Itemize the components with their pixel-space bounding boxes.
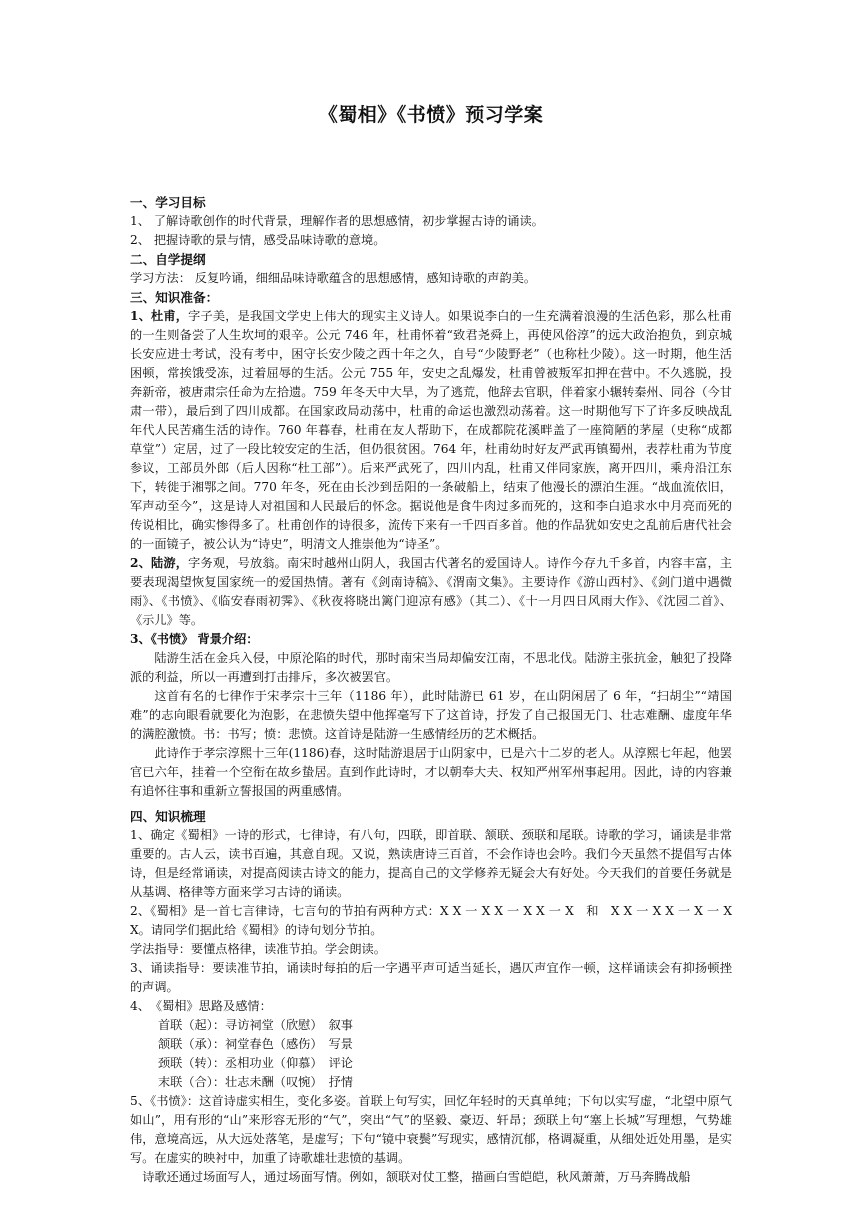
section-heading: 一、学习目标: [130, 195, 206, 210]
section-heading: 二、自学提纲: [130, 252, 206, 267]
dufu-paragraph: [130, 307, 732, 554]
method-guide: 学法指导：要懂点格律，读准节拍。学会朗读。: [130, 942, 386, 956]
page-title: 《蜀相》《书愤》预习学案: [318, 104, 544, 126]
review-paragraph: 3、诵读指导：要读准节拍，诵读时每拍的后一字遇平声可适当延长，遇仄声宜作一顿，这样诵读会有抑扬顿挫的声调。: [130, 961, 732, 994]
dufu-label: 1、杜甫，: [130, 309, 189, 323]
section-self-study: [130, 250, 732, 288]
goal-item: 1、 了解诗歌创作的时代背景，理解作者的思想感情，初步掌握古诗的诵读。: [130, 214, 544, 228]
review-paragraph: 5、《书愤》：这首诗虚实相生，变化多姿。首联上句写实，回忆年轻时的天真单纯；下句以实写虚，“北望中原气如山”，用有形的“山”来形容无形的“气”，突出“气”的坚毅、豪迈、轩昂；颈联上句“塞上长城”写理想，气势雄伟，意境高远，从大远处落笔，是虚写；下句“镜中衰鬓”写现实，感情沉郁，格调凝重，从细处近处用墨，是实写。在虚实的映衬中，加重了诗歌雄壮悲愤的基调。: [130, 1094, 732, 1165]
section-knowledge-review: [130, 807, 732, 1187]
review-paragraph: 4、 《蜀相》思路及感情：: [130, 999, 272, 1013]
review-paragraph: 诗歌还通过场面写人，通过场面写情。例如，颔联对仗工整，描画白雪皑皑，秋风萧萧，万马奔腾战船: [142, 1170, 691, 1184]
document-page: [130, 100, 732, 1187]
study-method: 学习方法： 反复吟诵，细细品味诗歌蕴含的思想感情，感知诗歌的声韵美。: [130, 271, 537, 285]
luyou-text: 字务观，号放翁。南宋时越州山阴人，我国古代著名的爱国诗人。诗作今存九千多首，内容丰富，主要表现渴望恢复国家统一的爱国热情。著有《剑南诗稿》、《渭南文集》。主要诗作《游山西村》、《剑门道中遇微雨》、《书愤》、《临安春雨初霁》、《秋夜将晓出篱门迎凉有感》（其二）、《十一月四日风雨大作》、《沈园二首》、《示儿》等。: [130, 556, 733, 627]
structure-line: 首联（起）：寻访祠堂（欣慰） 叙事: [158, 1018, 353, 1032]
luyou-label: 2、陆游，: [130, 556, 189, 570]
section-knowledge-prep: [130, 288, 732, 801]
review-paragraph: 1、确定《蜀相》一诗的形式，七律诗，有八句，四联，即首联、颔联、颈联和尾联。诗歌的学习，诵读是非常重要的。古人云，读书百遍，其意自现。又说，熟读唐诗三百首，不会作诗也会吟。我们今天虽然不提倡写古体诗，但是经常诵读，对提高阅读古诗文的能力，提高自己的文学修养无疑会大有好处。今天我们的首要任务就是从基调、格律等方面来学习古诗的诵读。: [130, 828, 732, 899]
background-paragraph: 陆游生活在金兵入侵，中原沦陷的时代，那时南宋当局却偏安江南，不思北伐。陆游主张抗金，触犯了投降派的利益，所以一再遭到打击排斥，多次被罢官。: [130, 651, 732, 684]
background-paragraph: 这首有名的七律作于宋孝宗十三年（1186 年），此时陆游已 61 岁，在山阴闲居了 6 年，“扫胡尘”“靖国难”的志向眼看就要化为泡影，在悲愤失望中他挥毫写下了这首诗，抒发了自己报国无门、壮志难酬、虚度年华的满腔激愤。书：书写；愤：悲愤。这首诗是陆游一生感情经历的艺术概括。: [130, 689, 732, 741]
structure-line: 颔联（承）：祠堂春色（感伤） 写景: [158, 1037, 353, 1051]
background-paragraph: 此诗作于孝宗淳熙十三年(1186)春，这时陆游退居于山阴家中，已是六十二岁的老人。从淳熙七年起，他罢官已六年，挂着一个空衔在故乡蛰居。直到作此诗时，才以朝奉大夫、权知严州军州事起用。因此，诗的内容兼有追怀往事和重新立誓报国的两重感情。: [130, 746, 732, 798]
dufu-text: 字子美，是我国文学史上伟大的现实主义诗人。如果说李白的一生充满着浪漫的生活色彩，那么杜甫的一生则备尝了人生坎坷的艰辛。公元 746 年，杜甫怀着“致君尧舜上，再使风俗淳”的远大政治抱负，到京城长安应进士考试，没有考中，困守长安少陵之西十年之久，自号“少陵野老”（也称杜少陵）。这一时期，他生活困顿，常挨饿受冻，过着屈辱的生活。公元 755 年，安史之乱爆发，杜甫曾被叛军扣押在营中。不久逃脱，投奔新帝，被唐肃宗任命为左拾遗。759 年冬天中大旱，为了逃荒，他辞去官职，伴着家小辗转秦州、同谷（今甘肃一带），最后到了四川成都。在国家政局动荡中，杜甫的命运也激烈动荡着。这一时期他写下了许多反映战乱年代人民苦痛生活的诗作。760 年暮春，杜甫在友人帮助下，在成都院花溪畔盖了一座简陋的茅屋（史称“成都草堂”）定居，过了一段比较安定的生活，但仍很贫困。764 年，杜甫幼时好友严武再镇蜀州，表荐杜甫为节度参议，工部员外郎（后人因称“杜工部”）。后来严武死了，四川内乱，杜甫又伴同家族，离开四川，乘舟沿江东下，转徙于湘鄂之间。770 年冬，死在由长沙到岳阳的一条破船上，结束了他漫长的漂泊生涯。“战血流依旧，军声动至今”，这是诗人对祖国和人民最后的怀念。据说他是食牛肉过多而死的，这和李白追求水中月亮而死的传说相比，确实惨得多了。杜甫创作的诗很多，流传下来有一千四百多首。他的作品犹如安史之乱前后唐代社会的一面镜子，被公认为“诗史”，明清文人推崇他为“诗圣”。: [130, 309, 733, 551]
background-heading: 3、《书愤》 背景介绍：: [130, 632, 259, 646]
section-heading: 四、知识梳理: [130, 809, 206, 824]
luyou-paragraph: [130, 554, 732, 630]
section-learning-goals: [130, 193, 732, 250]
review-paragraph: 2、《蜀相》是一首七言律诗，七言句的节拍有两种方式：X X 一 X X 一 X X 一 X 和 X X 一 X X 一 X 一 X X。请同学们据此给《蜀相》的诗句划分节拍。: [130, 904, 732, 937]
section-heading: 三、知识准备：: [130, 290, 219, 305]
structure-line: 末联（合）：壮志未酬（叹惋） 抒情: [158, 1075, 353, 1089]
goal-item: 2、 把握诗歌的景与情，感受品味诗歌的意境。: [130, 233, 386, 247]
structure-line: 颈联（转）：丞相功业（仰慕） 评论: [158, 1056, 353, 1070]
